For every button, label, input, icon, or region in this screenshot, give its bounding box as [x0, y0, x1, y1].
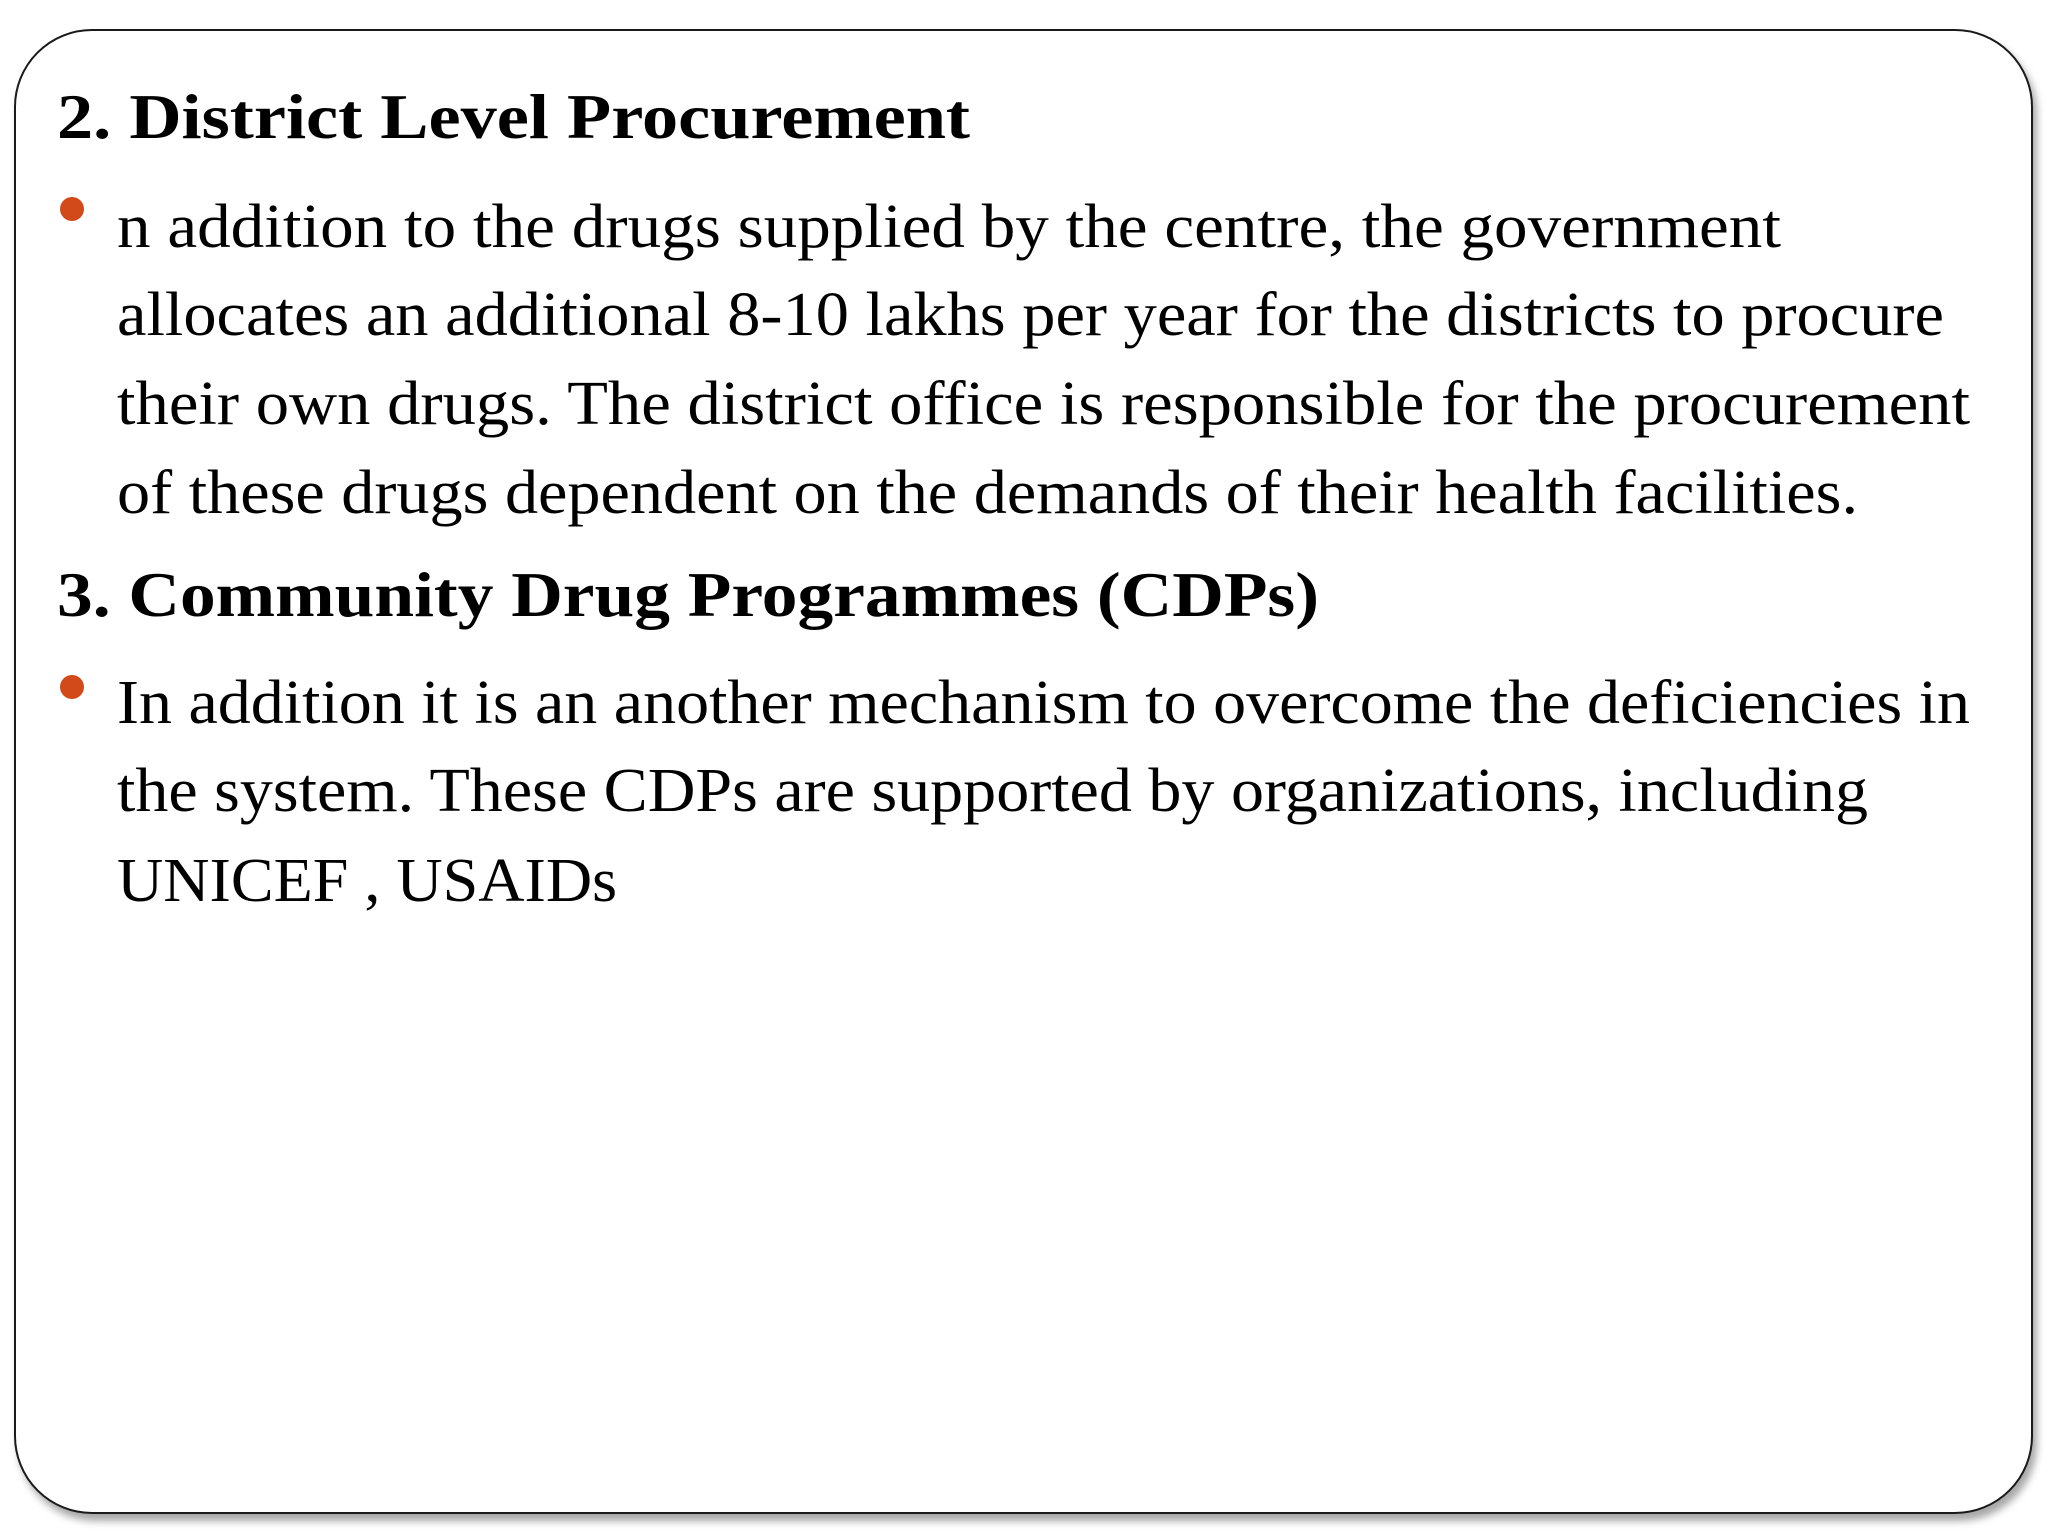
bullet-text-line: UNICEF , USAIDs — [117, 847, 617, 915]
bullet-text-line: n addition to the drugs supplied by the centre, the government — [117, 193, 1781, 261]
bullet-text-line: In addition it is an another mechanism to overcome the deficiencies in — [117, 669, 1970, 737]
bullet-icon — [60, 675, 84, 699]
bullet-text-line: the system. These CDPs are supported by organizations, including — [117, 757, 1868, 825]
section-heading-district-procurement: 2. District Level Procurement — [57, 81, 970, 152]
bullet-text-line: their own drugs. The district office is responsible for the procurement — [117, 370, 1970, 438]
section-heading-community-drug-programmes: 3. Community Drug Programmes (CDPs) — [57, 559, 1319, 630]
bullet-text-line: allocates an additional 8-10 lakhs per year for the districts to procure — [117, 281, 1944, 349]
bullet-text-line: of these drugs dependent on the demands of their health facilities. — [117, 459, 1859, 527]
bullet-icon — [60, 197, 84, 221]
